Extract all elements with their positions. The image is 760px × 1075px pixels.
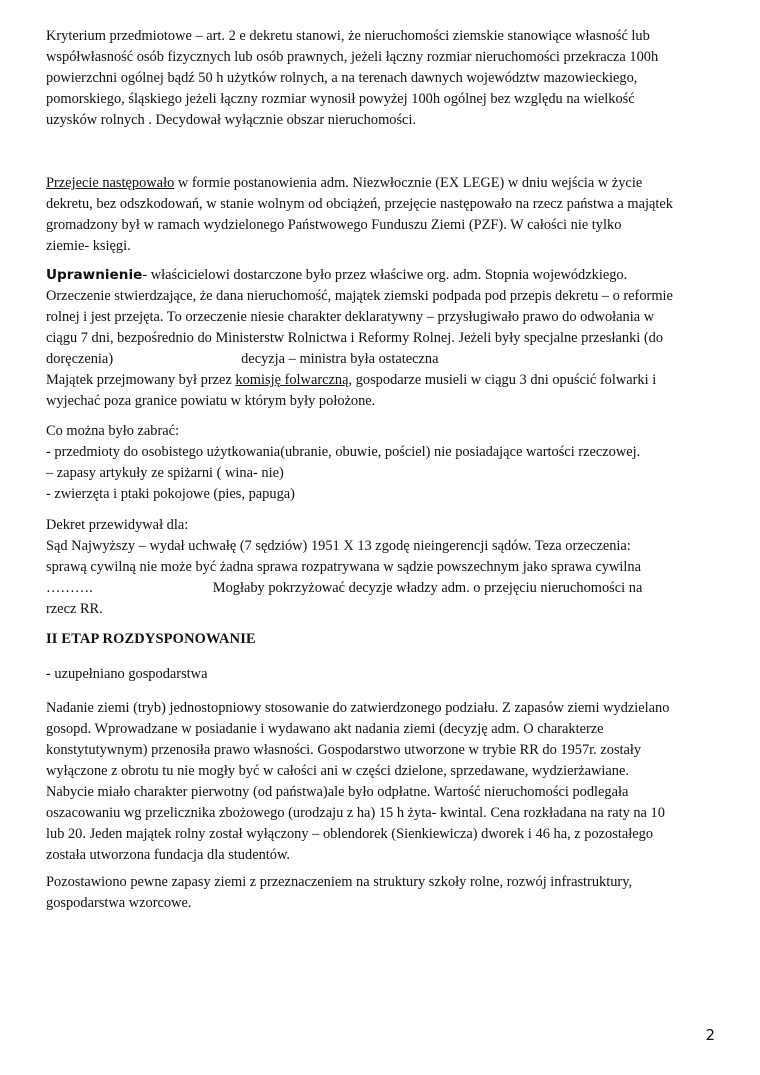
text-line: lub 20. Jeden majątek rolny został wyłączony – oblendorek (Sienkiewicza) dworek i 46 ha, z pozostałego xyxy=(46,826,654,842)
text-line: Co można było zabrać: xyxy=(46,423,180,439)
list-item: - przedmioty do osobistego użytkowania(ubranie, obuwie, pościel) nie posiadające wartości rzeczowej. xyxy=(46,444,641,460)
text-line: wyjechać poza granice powiatu w którym były położone. xyxy=(46,393,376,409)
text-line: Dekret przewidywał dla: xyxy=(46,517,189,533)
text-line: rolnej i jest przejęta. To orzeczenie niesie charakter deklaratywny – przysługiwało prawo do odwołania w xyxy=(46,309,655,325)
underlined-term: Przejecie następowało xyxy=(46,175,175,191)
paragraph-uprawnienie xyxy=(46,265,726,412)
text-line xyxy=(46,578,726,599)
underlined-term: komisję folwarczną xyxy=(235,372,349,388)
paragraph-kryterium xyxy=(46,26,726,131)
paragraph-uzupelniano xyxy=(46,664,726,685)
paragraph-co-mozna-zabrac xyxy=(46,421,726,505)
text-line: Kryterium przedmiotowe – art. 2 e dekretu stanowi, że nieruchomości ziemskie stanowiące własność lub xyxy=(46,28,650,44)
text-line: powierzchni ogólnej bądź 50 h użytków rolnych, a na terenach dawnych województw mazowieckiego, xyxy=(46,70,638,86)
text-line: gospodarstwa wzorcowe. xyxy=(46,895,192,911)
text-line: uzysków rolnych . Decydował wyłącznie obszar nieruchomości. xyxy=(46,112,417,128)
text-line xyxy=(46,370,726,391)
page-number: 2 xyxy=(705,1026,715,1044)
text-line: Sąd Najwyższy – wydał uchwałę (7 sędziów) 1951 X 13 zgodę nieingerencji sądów. Teza orzeczenia: xyxy=(46,538,631,554)
section-heading: II ETAP ROZDYSPONOWANIE xyxy=(46,631,256,647)
text-fragment: - właścicielowi dostarczone było przez właściwe org. adm. Stopnia wojewódzkiego. xyxy=(142,267,628,283)
text-fragment: Mogłaby pokrzyżować decyzje władzy adm. o przejęciu nieruchomości na xyxy=(212,580,643,596)
text-line: dekretu, bez odszkodowań, w stanie wolnym od obciążeń, przejęcie następowało na rzecz państwa a majątek xyxy=(46,196,673,212)
text-fragment: , gospodarze musieli w ciągu 3 dni opuścić folwarki i xyxy=(348,372,657,388)
text-line xyxy=(46,265,726,286)
text-line: Orzeczenie stwierdzające, że dana nieruchomość, majątek ziemski podpada pod przepis dekretu – o reformie xyxy=(46,288,673,304)
text-fragment: ………. xyxy=(46,580,93,596)
text-line: Nabycie miało charakter pierwotny (od państwa)ale było odpłatne. Wartość nieruchomości podlegała xyxy=(46,784,629,800)
text-line xyxy=(46,349,726,370)
paragraph-przejecie xyxy=(46,173,726,257)
text-fragment: Majątek przejmowany był przez xyxy=(46,372,236,388)
text-line: pomorskiego, śląskiego jeżeli łączny rozmiar wynosił powyżej 100h ogólnej bez względu na wielkość xyxy=(46,91,635,107)
text-line: konstytutywnym) przenosiła prawo własności. Gospodarstwo utworzone w trybie RR do 1957r. zostały xyxy=(46,742,642,758)
text-line: Pozostawiono pewne zapasy ziemi z przeznaczeniem na struktury szkoły rolne, rozwój infrastruktury, xyxy=(46,874,633,890)
text-fragment: doręczenia) xyxy=(46,351,114,367)
text-line: gosopd. Wprowadzane w posiadanie i wydawano akt nadania ziemi (decyzję adm. O charakterze xyxy=(46,721,604,737)
text-line: sprawą cywilną nie może być żadna sprawa rozpatrywana w sądzie powszechnym jako sprawa cywilna xyxy=(46,559,641,575)
text-line: rzecz RR. xyxy=(46,601,103,617)
text-line: wyłączone z obrotu tu nie mogły być w całości ani w części dzielone, sprzedawane, wydzierżawiane. xyxy=(46,763,629,779)
text-line xyxy=(46,173,726,194)
bold-term: Uprawnienie xyxy=(46,267,143,283)
text-fragment: w formie postanowienia adm. Niezwłocznie (EX LEGE) w dniu wejścia w życie xyxy=(174,175,643,191)
text-line: gromadzony był w ramach wydzielonego Państwowego Funduszu Ziemi (PZF). W całości nie tylko xyxy=(46,217,622,233)
paragraph-pozostawiono xyxy=(46,872,726,914)
paragraph-dekret xyxy=(46,515,726,620)
text-line: została utworzona fundacja dla studentów. xyxy=(46,847,291,863)
text-line: - uzupełniano gospodarstwa xyxy=(46,666,208,682)
text-line: Nadanie ziemi (tryb) jednostopniowy stosowanie do zatwierdzonego podziału. Z zapasów ziemi wydzielano xyxy=(46,700,670,716)
list-item: - zwierzęta i ptaki pokojowe (pies, papuga) xyxy=(46,486,295,502)
list-item: – zapasy artykuły ze spiżarni ( wina- nie) xyxy=(46,465,284,481)
paragraph-nadanie-ziemi xyxy=(46,698,726,866)
text-line: oszacowaniu wg przelicznika zbożowego (urodzaju z ha) 15 h żyta- kwintal. Cena rozkładana na raty na 10 xyxy=(46,805,665,821)
text-line: współwłasność osób fizycznych lub osób prawnych, jeżeli łączny rozmiar nieruchomości przekracza 100h xyxy=(46,49,659,65)
text-line: ciągu 7 dni, bezpośrednio do Ministerstw Rolnictwa i Reformy Rolnej. Jeżeli były specjalne przesłanki (do xyxy=(46,330,664,346)
text-fragment: decyzja – ministra była ostateczna xyxy=(241,351,439,367)
text-line: ziemie- księgi. xyxy=(46,238,131,254)
